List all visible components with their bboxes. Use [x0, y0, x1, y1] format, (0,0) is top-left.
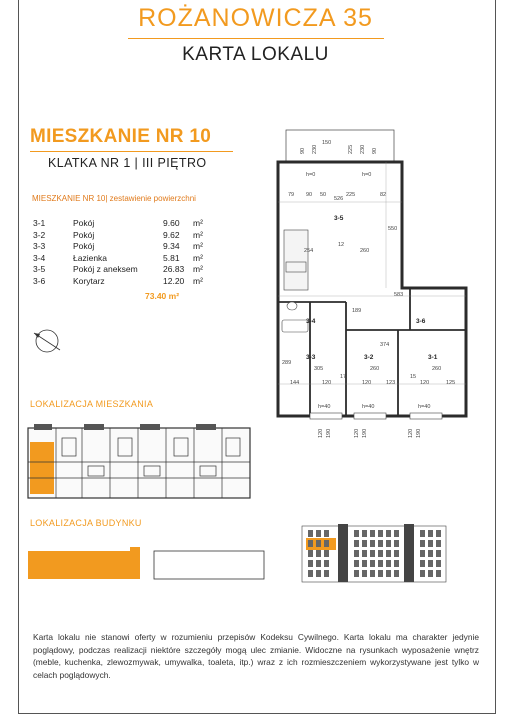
location-building-heading: LOKALIZACJA BUDYNKU [30, 518, 142, 528]
window [354, 530, 359, 537]
window [436, 540, 441, 547]
dim-label: 123 [386, 380, 396, 386]
room-row [33, 218, 223, 230]
building-elevation [300, 524, 448, 584]
room-area: 9.62 [163, 229, 180, 240]
window [354, 570, 359, 577]
room-area-unit: m² [193, 241, 203, 251]
dim-label: 374 [380, 342, 390, 348]
window [308, 560, 313, 567]
room-code: 3-6 [33, 275, 46, 286]
floor-plan [270, 126, 475, 426]
window [428, 540, 433, 547]
room-code: 3-1 [33, 218, 46, 228]
window [394, 540, 399, 547]
dim-label: 189 [352, 308, 362, 314]
window [308, 570, 313, 577]
room-code: 3-5 [33, 264, 46, 274]
window [378, 530, 383, 537]
dim-label: 12 [338, 242, 345, 248]
window [428, 530, 433, 537]
dim-label: 50 [320, 192, 327, 198]
floor-location-plan [26, 422, 252, 504]
window [386, 550, 391, 557]
dim-label: 254 [304, 248, 314, 254]
balcony [286, 130, 394, 162]
dim-label: 79 [288, 192, 295, 198]
dim-label: 82 [380, 192, 387, 198]
dim-label: 305 [314, 366, 324, 372]
room-label: 3-3 [306, 354, 316, 361]
disclaimer: Karta lokalu nie stanowi oferty w rozumieniu przepisów Kodeksu Cywilnego. Karta lokalu ma charakter jedynie poglądowy, podczas realizacji niektóre szczegóły mogą ulec zmianie. Widoczne na rysunkach wyposażenie wnętrz (meble, kuchenka, zlewozmywak, umywalka, toaleta, itp.) wraz z ich rozmieszczeniem wykorzystywane jest tylko w celach poglądowych. [33, 632, 479, 680]
window [316, 530, 321, 537]
room-row [33, 230, 223, 242]
window [378, 560, 383, 567]
window [436, 560, 441, 567]
window [370, 530, 375, 537]
room-label: 3-6 [416, 318, 426, 325]
window [316, 570, 321, 577]
window [316, 540, 321, 547]
window [370, 540, 375, 547]
dim-label: 190 [416, 428, 422, 438]
dim-label: 144 [290, 380, 300, 386]
window [436, 570, 441, 577]
dim-label: 90 [306, 192, 313, 198]
dim-label: 526 [334, 196, 344, 202]
apartment-title-divider [30, 151, 233, 152]
window [354, 560, 359, 567]
room-label: 3-1 [428, 354, 438, 361]
dim-label: h=40 [418, 404, 431, 410]
window [324, 570, 329, 577]
room-code: 3-2 [33, 229, 46, 240]
window [378, 550, 383, 557]
window [324, 540, 329, 547]
room-name: Korytarz [73, 275, 105, 286]
dim-label: 260 [360, 248, 370, 254]
window [428, 550, 433, 557]
dim-label: 15 [410, 374, 417, 380]
room-name: Łazienka [73, 252, 108, 263]
apartment-highlight [30, 442, 54, 494]
dim-label: 17 [340, 374, 347, 380]
apartment-title: MIESZKANIE NR 10 [30, 126, 212, 147]
building-name: ROŻANOWICZA 35 [138, 4, 373, 32]
dim-label: h=0 [362, 172, 372, 178]
window [308, 550, 313, 557]
window [308, 530, 313, 537]
room-code: 3-4 [33, 252, 46, 263]
window [324, 560, 329, 567]
room-label: 3-5 [334, 215, 344, 222]
window [362, 550, 367, 557]
room-area-unit: m² [193, 252, 203, 263]
kitchen-counter [284, 230, 308, 290]
interior-walls [278, 288, 466, 416]
room-area-unit: m² [193, 229, 203, 240]
room-row [33, 276, 223, 288]
dim-label: 289 [282, 360, 292, 366]
dim-label: 120 [362, 380, 372, 386]
room-name: Pokój [73, 218, 95, 228]
dim-label: h=0 [306, 172, 316, 178]
window [354, 540, 359, 547]
dim-label: 90 [300, 147, 306, 154]
room-label: 3-4 [306, 318, 316, 325]
window [436, 530, 441, 537]
room-label: 3-2 [364, 354, 374, 361]
window [324, 530, 329, 537]
card-title: KARTA LOKALU [182, 44, 329, 65]
compass-icon [32, 326, 62, 356]
window [308, 540, 313, 547]
room-name: Pokój [73, 241, 95, 251]
room-area: 9.34 [163, 241, 180, 251]
dim-label: h=40 [318, 404, 331, 410]
dim-label: 120 [322, 380, 332, 386]
dim-label: 120 [354, 428, 360, 438]
window [316, 550, 321, 557]
dim-label: 225 [348, 144, 354, 154]
room-area: 9.60 [163, 218, 180, 228]
window [362, 560, 367, 567]
window [370, 560, 375, 567]
room-area-unit: m² [193, 275, 203, 286]
window [436, 550, 441, 557]
room-row [33, 253, 223, 265]
window [362, 570, 367, 577]
dim-label: 125 [446, 380, 456, 386]
window [420, 560, 425, 567]
dim-label: 190 [326, 428, 332, 438]
room-name: Pokój [73, 229, 95, 240]
room-area-unit: m² [193, 218, 203, 228]
window [386, 560, 391, 567]
window [420, 570, 425, 577]
room-list [33, 218, 223, 287]
dim-label: 120 [318, 428, 324, 438]
apartment-subtitle: KLATKA NR 1 | III PIĘTRO [48, 156, 207, 170]
dim-label: 120 [420, 380, 430, 386]
window [394, 560, 399, 567]
window [428, 560, 433, 567]
room-name: Pokój z aneksem [73, 264, 138, 274]
window [394, 570, 399, 577]
window [420, 530, 425, 537]
window [420, 540, 425, 547]
location-apartment-heading: LOKALIZACJA MIESZKANIA [30, 399, 154, 409]
dim-label: 230 [360, 144, 366, 154]
window [386, 540, 391, 547]
building-site-plan [26, 545, 276, 581]
window [386, 530, 391, 537]
dim-label: 120 [408, 428, 414, 438]
dim-label: 190 [362, 428, 368, 438]
window [378, 570, 383, 577]
window [378, 540, 383, 547]
dim-label: 150 [322, 140, 332, 146]
total-area: 73.40 m² [145, 291, 180, 301]
dim-label: 260 [432, 366, 442, 372]
room-row [33, 241, 223, 253]
window [394, 550, 399, 557]
window [394, 530, 399, 537]
room-area: 5.81 [163, 252, 180, 263]
dim-label: h=40 [362, 404, 375, 410]
window [324, 550, 329, 557]
room-code: 3-3 [33, 241, 46, 251]
room-area: 12.20 [163, 275, 185, 286]
dim-label: 90 [372, 147, 378, 154]
bathroom-fixtures [282, 302, 308, 332]
room-area-unit: m² [193, 264, 203, 274]
window [362, 540, 367, 547]
window [362, 530, 367, 537]
room-row [33, 264, 223, 276]
window [386, 570, 391, 577]
window [370, 550, 375, 557]
window [428, 570, 433, 577]
dim-label: 260 [370, 366, 380, 372]
window [420, 550, 425, 557]
dim-label: 225 [346, 192, 356, 198]
area-summary-heading: MIESZKANIE NR 10| zestawienie powierzchni [32, 194, 196, 203]
window [370, 570, 375, 577]
title-divider [128, 38, 384, 39]
dim-label: 230 [312, 144, 318, 154]
window [354, 550, 359, 557]
window [316, 560, 321, 567]
room-area: 26.83 [163, 264, 185, 274]
window-dimensions [318, 418, 438, 440]
dim-label: 583 [394, 292, 404, 298]
dim-label: 550 [388, 226, 398, 232]
